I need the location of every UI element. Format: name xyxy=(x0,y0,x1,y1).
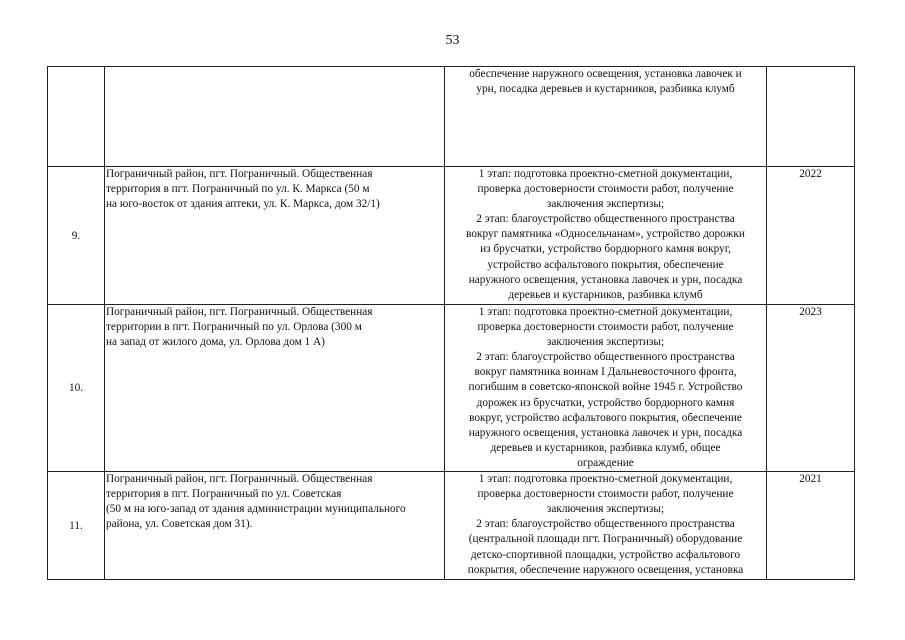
row-number-cell: 9. xyxy=(48,167,105,305)
row-number-cell: 11. xyxy=(48,472,105,580)
description-line: деревьев и кустарников, разбивка клумб xyxy=(508,288,703,301)
description-line: дорожек из брусчатки, устройство бордюрного камня xyxy=(476,396,735,409)
description-line: проверка достоверности стоимости работ, получение xyxy=(477,183,734,196)
table-row xyxy=(48,67,855,167)
description-line: 1 этап: подготовка проектно-сметной документации, xyxy=(478,306,733,318)
location-line: Пограничный район, пгт. Пограничный. Общественная xyxy=(106,306,373,318)
description-line: погибшим в советско-японской войне 1945 г. Устройство xyxy=(468,381,743,394)
description-line: вокруг памятника «Односельчанам», устройство дорожки xyxy=(466,228,745,241)
location-line: Пограничный район, пгт. Пограничный. Общественная xyxy=(106,473,373,486)
description-line: ограждение xyxy=(577,456,634,469)
location-cell xyxy=(105,305,445,472)
location-line: территория в пгт. Пограничный по ул. К. Маркса (50 м xyxy=(106,183,370,196)
location-line: Пограничный район, пгт. Пограничный. Общественная xyxy=(106,168,373,180)
description-line: вокруг, устройство асфальтового покрытия, обеспечение xyxy=(469,411,742,424)
description-line: покрытия, обеспечение наружного освещения, установка xyxy=(467,563,744,576)
location-line: (50 м на юго-запад от здания администрации муниципального xyxy=(106,503,406,516)
description-cell xyxy=(445,67,767,167)
description-cell xyxy=(445,305,767,472)
description-line: проверка достоверности стоимости работ, получение xyxy=(477,488,734,501)
description-line: заключения экспертизы; xyxy=(546,198,665,211)
description-line: детско-спортивной площадки, устройство асфальтового xyxy=(470,548,741,561)
description-line: проверка достоверности стоимости работ, получение xyxy=(477,321,734,334)
table-body xyxy=(48,67,855,580)
description-line: наружного освещения, установка лавочек и урн, посадка xyxy=(468,273,743,286)
description-line: урн, посадка деревьев и кустарников, разбивка клумб xyxy=(476,83,735,96)
description-line: заключения экспертизы; xyxy=(546,336,665,349)
year-cell xyxy=(767,67,855,167)
description-line: 1 этап: подготовка проектно-сметной документации, xyxy=(478,168,733,180)
year-cell: 2022 xyxy=(767,167,855,305)
page-number: 53 xyxy=(445,33,460,48)
table-row xyxy=(48,472,855,580)
description-line: устройство асфальтового покрытия, обеспечение xyxy=(487,258,724,271)
year-cell: 2021 xyxy=(767,472,855,580)
improvement-plan-table xyxy=(47,66,855,580)
description-line: обеспечение наружного освещения, установка лавочек и xyxy=(469,68,742,80)
description-line: наружного освещения, установка лавочек и урн, посадка xyxy=(468,426,743,439)
location-cell xyxy=(105,472,445,580)
description-line: вокруг памятника воинам I Дальневосточного фронта, xyxy=(474,366,737,379)
description-line: 1 этап: подготовка проектно-сметной документации, xyxy=(478,473,733,486)
location-line: территория в пгт. Пограничный по ул. Советская xyxy=(106,488,342,501)
location-line: на юго-восток от здания аптеки, ул. К. Маркса, дом 32/1) xyxy=(106,198,380,211)
row-number-cell xyxy=(48,67,105,167)
location-cell xyxy=(105,67,445,167)
description-line: 2 этап: благоустройство общественного пространства xyxy=(476,213,735,226)
description-cell xyxy=(445,167,767,305)
location-line: территории в пгт. Пограничный по ул. Орлова (300 м xyxy=(106,321,362,334)
description-line: деревьев и кустарников, разбивка клумб, общее xyxy=(490,441,721,454)
description-line: из брусчатки, устройство бордюрного камня вокруг, xyxy=(480,243,731,256)
description-line: 2 этап: благоустройство общественного пространства xyxy=(476,518,735,531)
description-line: заключения экспертизы; xyxy=(546,503,665,516)
table-row xyxy=(48,167,855,305)
description-line: 2 этап: благоустройство общественного пространства xyxy=(476,351,735,364)
location-line: на запад от жилого дома, ул. Орлова дом 1 А) xyxy=(106,336,325,349)
year-cell: 2023 xyxy=(767,305,855,472)
row-number-cell: 10. xyxy=(48,305,105,472)
description-line: (центральной площади пгт. Пограничный) оборудование xyxy=(468,533,743,546)
location-cell xyxy=(105,167,445,305)
table-row xyxy=(48,305,855,472)
description-cell xyxy=(445,472,767,580)
location-line: района, ул. Советская дом 31). xyxy=(106,518,253,531)
